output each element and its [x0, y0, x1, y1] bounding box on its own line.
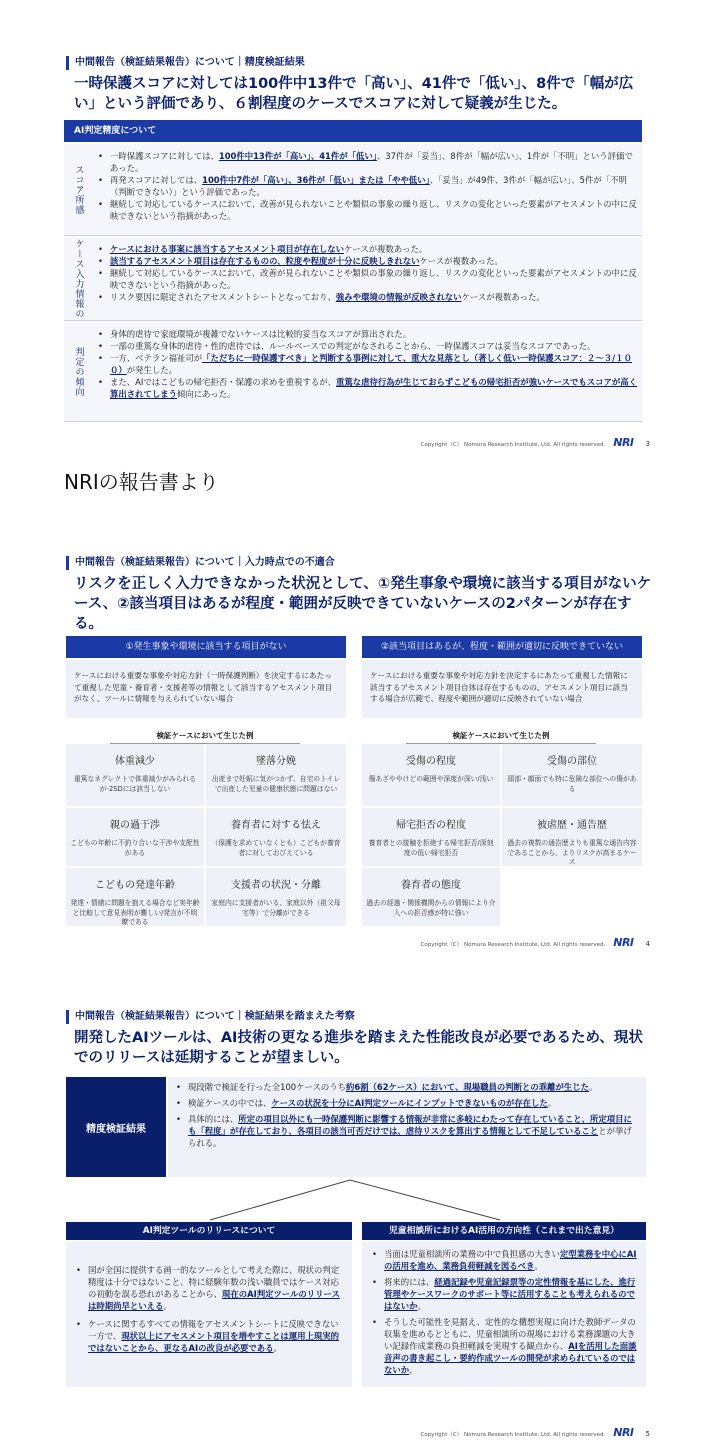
list-item: • 将来的には、経過記録や児童記録票等の定性情報を基にした、進行管理やケースワークのサポート等に活用することも考えられるのではないか。: [370, 1276, 638, 1312]
list-item: • ケースにおける事案に該当するアセスメント項目が存在しないケースが複数あった。: [96, 243, 638, 255]
left-header: ①発生事象や環境に該当する項目がない: [66, 636, 346, 658]
row-label: 判定の傾向: [73, 346, 84, 397]
row-label: ケース入力情報の: [73, 238, 84, 319]
copyright-text: Copyright（C） Nomura Research Institute, Ltd. All rights reserved.: [420, 942, 606, 948]
slide-headline: 一時保護スコアに対しては100件中13件で「高い」、41件で「低い」、8件で「幅が広い」という評価であり、６割程度のケースでスコアに対して疑義が生じた。: [74, 76, 634, 112]
slide-footer: [0, 936, 650, 949]
slide-footer: [0, 436, 650, 449]
list-item: • リスク要因に限定されたアセスメントシートとなっており、強みや環境の情報が反映されないケースが複数あった。: [96, 291, 638, 303]
example-cell: 受傷の程度 傷あざややけどの範囲や深度が深い/浅い: [362, 744, 500, 806]
bullet-list: [174, 1081, 640, 1149]
row-score: [64, 144, 642, 236]
table-title: AI判定精度について: [64, 120, 642, 142]
page-number: 5: [645, 1430, 650, 1438]
list-item: • 一方、ベテラン福祉司が「ただちに一時保護すべき」と判断する事例に対して、重大な見落とし（著しく低い一時保護スコア：２～３/１００）が発生した。: [96, 352, 638, 376]
right-panel: [362, 1242, 646, 1387]
page-number: 3: [645, 440, 650, 448]
slide-kicker: 中間報告（検証結果報告）について｜入力時点での不適合: [66, 556, 335, 570]
page-number: 4: [645, 940, 650, 948]
right-sub: 検証ケースにおいて生じた例: [406, 730, 596, 744]
left-sub: 検証ケースにおいて生じた例: [110, 730, 300, 744]
example-cell: 養育者に対する怯え （保護を求めていなくとも）こどもが養育者に対しておびえている: [206, 808, 346, 866]
row-trend: [64, 322, 642, 422]
list-item: • 継続して対応しているケースにおいて、改善が見られないことや類似の事象の繰り返し、リスクの変化といった要素がアセスメントの中に反映できないという指摘があった。: [96, 267, 638, 291]
example-cell: 親の過干渉 こどもの年齢に不釣り合いな干渉や支配性がある: [66, 808, 204, 866]
list-item: • 現段階で検証を行った全100ケースのうち約6割（62ケース）において、現場職員の判断との乖離が生じた。: [174, 1081, 640, 1093]
list-item: • 検証ケースの中では、ケースの状況を十分にAI判定ツールにインプットできないものが存在した。: [174, 1097, 640, 1109]
row-input: [64, 237, 642, 321]
list-item: • 該当するアセスメント項目は存在するものの、粒度や程度が十分に反映しきれないケースが複数あった。: [96, 255, 638, 267]
list-item: • 一時保護スコアに対しては、100件中13件が「高い」、41件が「低い」、37件が「妥当」、8件が「幅が広い」、1件が「不明」という評価であった。: [96, 150, 638, 174]
slide-footer: [0, 1426, 650, 1439]
bullet-list: [370, 1248, 638, 1376]
list-item: • 身体的虐待で家庭環境が複雑でないケースは比較的妥当なスコアが算出された。: [96, 328, 638, 340]
list-item: • 具体的には、所定の項目以外にも一時保護判断に影響する情報が非常に多岐にわたって存在していること、所定項目にも「程度」が存在しており、各項目の該当可否だけでは、虐待リスクを算出する情報として不足していることとが挙げられる。: [174, 1113, 640, 1149]
slide-kicker: 中間報告（検証結果報告）について｜検証結果を踏まえた考察: [66, 1010, 355, 1024]
list-item: • 継続して対応しているケースにおいて、改善が見られないことや類似の事象の繰り返し、リスクの変化といった要素がアセスメントの中に反映できないという指摘があった。: [96, 198, 638, 222]
left-panel: [66, 1242, 352, 1387]
list-item: • 当面は児童相談所の業務の中で負担感の大きい定型業務を中心にAIの活用を進め、業務負荷軽減を図るべき。: [370, 1248, 638, 1272]
example-cell: 墜落分娩 出産まで妊娠に気がつかず、自宅のトイレで出産した児童の健康状態に問題はない: [206, 744, 346, 806]
slide-headline: リスクを正しく入力できなかった状況として、①発生事象や環境に該当する項目がないケース、②該当項目はあるが程度・範囲が反映できていないケースの2パターンが存在する。: [74, 576, 652, 632]
example-cell: こどもの発達年齢 発達・情緒に問題を抱える場合など実年齢と比較して意見表明が難しい/発言が不明瞭である: [66, 868, 204, 926]
bullet-list: [96, 243, 638, 303]
branch-lines: [0, 1178, 720, 1228]
slide-3: [0, 0, 720, 460]
list-item: • また、AIではこどもの帰宅拒否・保護の求めを重視するが、重篤な虐待行為が生じておらずこどもの帰宅拒否が強いケースでもスコアが高く算出されてしまう傾向にあった。: [96, 376, 638, 400]
list-item: • ケースに関するすべての情報をアセスメントシートに反映できない一方で、現状以上にアセスメント項目を増やすことは運用上現実的ではないことから、更なるAIの改良が必要である。: [74, 1318, 344, 1354]
example-cell: 受傷の部位 頭部・顔面でも特に危険な部位への傷がある: [502, 744, 642, 806]
nri-logo: NRI: [613, 936, 634, 949]
copyright-text: Copyright（C） Nomura Research Institute, Ltd. All rights reserved.: [420, 442, 606, 448]
bullet-list: [74, 1264, 344, 1354]
example-cell: 帰宅拒否の程度 養育者との接触を拒絶する帰宅拒否/深刻度の低い帰宅拒否: [362, 808, 500, 866]
list-item: • 国が全国に提供する画一的なツールとして考えた際に、現状の判定精度は十分ではないこと、特に経験年数の浅い職員ではケース対応の初動を誤る恐れがあることから、現在のAI判定ツールのリリースは時期尚早といえる。: [74, 1264, 344, 1312]
copyright-text: Copyright（C） Nomura Research Institute, Ltd. All rights reserved.: [420, 1432, 606, 1438]
nri-logo: NRI: [613, 436, 634, 449]
left-header: AI判定ツールのリリースについて: [66, 1222, 352, 1240]
results-label: 精度検証結果: [66, 1077, 166, 1177]
example-cell: 養育者の態度 過去の経過・関係機関からの情報により介入への拒否感が特に強い: [362, 868, 500, 926]
nri-logo: NRI: [613, 1426, 634, 1439]
left-desc: ケースにおける重要な事象や対応方針（一時保護判断）を決定するにあたって重視した児童・養育者・支援者等の情報として該当するアセスメント項目がなく、ツールに情報を与えられていない場合: [66, 660, 346, 718]
row-label: スコア所感: [73, 164, 84, 215]
slide-kicker: 中間報告（検証結果報告）について｜精度検証結果: [66, 56, 305, 70]
slide-headline: 開発したAIツールは、AI技術の更なる進歩を踏まえた性能改良が必要であるため、現状でのリリースは延期することが望ましい。: [74, 1030, 643, 1066]
right-desc: ケースにおける重要な事象や対応方針を決定するにあたって重視した情報に該当するアセスメント項目自体は存在するものの、アセスメント項目に該当する場合が広範で、程度や範囲が適切に反映されていない場合: [362, 660, 642, 718]
right-header: ②該当項目はあるが、程度・範囲が適切に反映できていない: [362, 636, 642, 658]
list-item: • 再発スコアに対しては、100件中7件が「高い」、36件が「低い」または「やや低い」、「妥当」が49件、3件が「幅が広い」、5件が「不明（判断できない）」という評価であった。: [96, 174, 638, 198]
slide-4: [0, 540, 720, 960]
bullet-list: [96, 328, 638, 400]
example-cell: 被虐歴・通告歴 過去の複数の通告歴よりも重篤な通告内容であることから、よりリスクが高まるケース: [502, 808, 642, 866]
bullet-list: [96, 150, 638, 222]
results-panel: [168, 1077, 646, 1177]
caption-text: NRIの報告書より: [64, 470, 219, 494]
example-cell: 体重減少 重篤なネグレクトで体重減少がみられるが-2SDには該当しない: [66, 744, 204, 806]
example-cell: 支援者の状況・分離 家庭内に支援者がいる、家庭以外（祖父母宅等）で分離ができる: [206, 868, 346, 926]
list-item: • 一部の重篤な身体的虐待・性的虐待では、ルールベースでの判定がなされることから、一時保護スコアは妥当なスコアであった。: [96, 340, 638, 352]
list-item: • そうした可能性を見据え、定性的な構想実現に向けた教師データの収集を進めるとともに、児童相談所の現場における業務課題の大きい記録作成業務の負担軽減を実現する観点から、AIを活用した面談音声の書き起こし・要約作成ツールの開発が求められているのではないか。: [370, 1316, 638, 1376]
right-header: 児童相談所におけるAI活用の方向性（これまで出た意見）: [362, 1222, 646, 1240]
